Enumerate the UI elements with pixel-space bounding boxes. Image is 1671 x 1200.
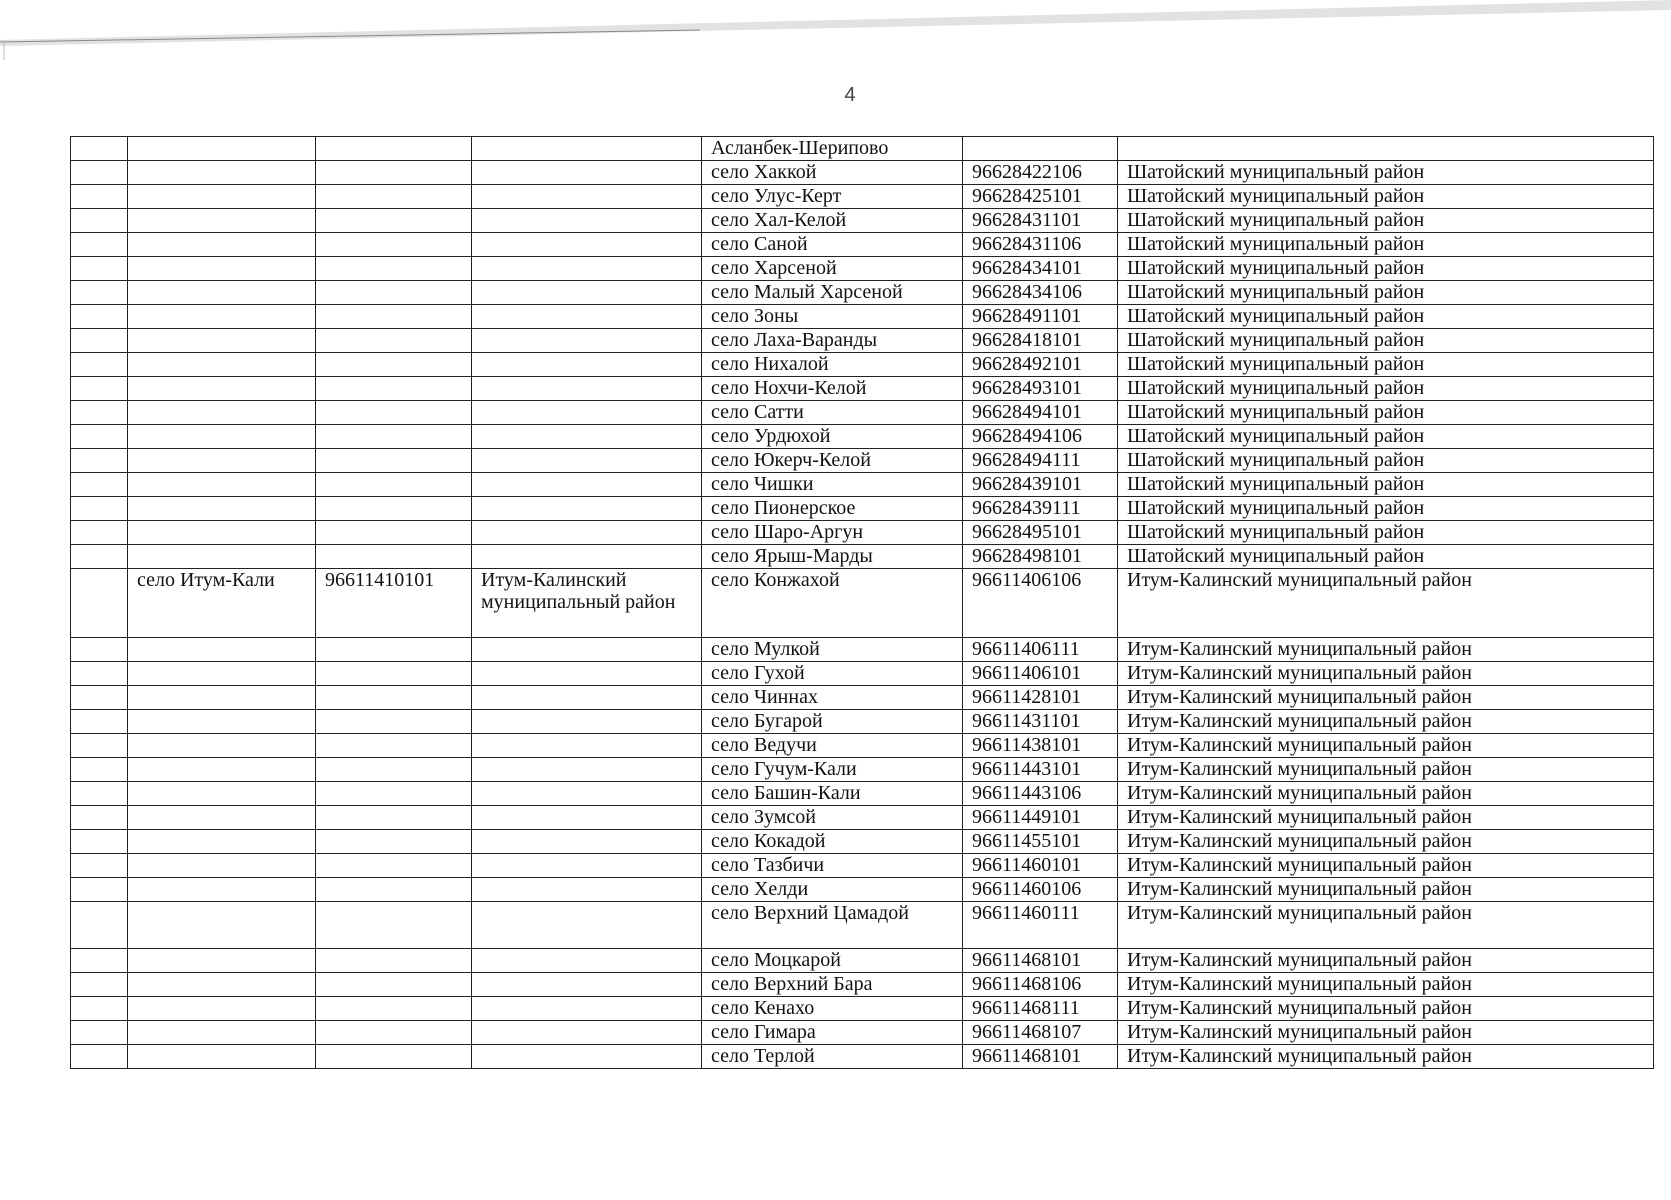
cell-center-district [472, 257, 702, 281]
cell-number [71, 305, 128, 329]
cell-code: 96611438101 [963, 734, 1118, 758]
cell-district: Итум-Калинский муниципальный район [1118, 782, 1654, 806]
cell-code: 96628418101 [963, 329, 1118, 353]
table-row [71, 973, 1654, 997]
cell-center [128, 902, 316, 949]
cell-district: Шатойский муниципальный район [1118, 209, 1654, 233]
cell-center-code [316, 686, 472, 710]
cell-settlement: село Зоны [702, 305, 963, 329]
cell-district: Итум-Калинский муниципальный район [1118, 806, 1654, 830]
cell-center-code [316, 209, 472, 233]
cell-number [71, 185, 128, 209]
cell-center-code [316, 806, 472, 830]
cell-center [128, 782, 316, 806]
cell-settlement: село Хал-Келой [702, 209, 963, 233]
cell-district: Итум-Калинский муниципальный район [1118, 949, 1654, 973]
table-row [71, 638, 1654, 662]
cell-center-district [472, 997, 702, 1021]
cell-district: Шатойский муниципальный район [1118, 161, 1654, 185]
page-number: 4 [844, 84, 856, 106]
cell-center [128, 401, 316, 425]
cell-center [128, 806, 316, 830]
cell-number [71, 662, 128, 686]
cell-center-code [316, 782, 472, 806]
cell-code: 96611460101 [963, 854, 1118, 878]
cell-settlement: село Гимара [702, 1021, 963, 1045]
cell-district: Итум-Калинский муниципальный район [1118, 710, 1654, 734]
cell-district: Итум-Калинский муниципальный район [1118, 854, 1654, 878]
cell-center [128, 257, 316, 281]
cell-number [71, 973, 128, 997]
cell-district: Итум-Калинский муниципальный район [1118, 997, 1654, 1021]
cell-center-district [472, 710, 702, 734]
cell-code: 96611468101 [963, 949, 1118, 973]
cell-number [71, 1021, 128, 1045]
cell-settlement: село Терлой [702, 1045, 963, 1069]
cell-center [128, 305, 316, 329]
cell-code: 96611449101 [963, 806, 1118, 830]
cell-center-code [316, 353, 472, 377]
cell-district: Шатойский муниципальный район [1118, 473, 1654, 497]
table-row [71, 545, 1654, 569]
cell-district: Итум-Калинский муниципальный район [1118, 902, 1654, 949]
cell-center [128, 949, 316, 973]
table-row [71, 449, 1654, 473]
cell-settlement: село Лаха-Варанды [702, 329, 963, 353]
cell-number [71, 1045, 128, 1069]
cell-center-district [472, 662, 702, 686]
cell-center [128, 137, 316, 161]
cell-center-district [472, 806, 702, 830]
table-row [71, 710, 1654, 734]
cell-settlement: село Башин-Кали [702, 782, 963, 806]
table-row [71, 497, 1654, 521]
cell-number [71, 878, 128, 902]
cell-district: Итум-Калинский муниципальный район [1118, 569, 1654, 638]
cell-center-district [472, 949, 702, 973]
cell-center [128, 758, 316, 782]
cell-settlement: село Сатти [702, 401, 963, 425]
cell-center [128, 473, 316, 497]
cell-center [128, 1021, 316, 1045]
cell-center [128, 329, 316, 353]
cell-settlement: село Улус-Керт [702, 185, 963, 209]
cell-number [71, 353, 128, 377]
cell-number [71, 377, 128, 401]
cell-number [71, 209, 128, 233]
cell-center-code [316, 1021, 472, 1045]
table-row [71, 662, 1654, 686]
cell-center-code [316, 638, 472, 662]
cell-center [128, 662, 316, 686]
cell-district: Шатойский муниципальный район [1118, 425, 1654, 449]
cell-center-district [472, 161, 702, 185]
cell-code: 96628498101 [963, 545, 1118, 569]
table-row [71, 734, 1654, 758]
cell-code: 96611468111 [963, 997, 1118, 1021]
cell-district: Итум-Калинский муниципальный район [1118, 973, 1654, 997]
cell-center-district [472, 353, 702, 377]
cell-code: 96628431106 [963, 233, 1118, 257]
cell-settlement: село Конжахой [702, 569, 963, 638]
cell-center-district [472, 734, 702, 758]
cell-number [71, 281, 128, 305]
cell-center-district [472, 782, 702, 806]
cell-district: Шатойский муниципальный район [1118, 521, 1654, 545]
cell-center [128, 710, 316, 734]
cell-center-code [316, 1045, 472, 1069]
cell-center-district [472, 545, 702, 569]
cell-number [71, 257, 128, 281]
table-row [71, 854, 1654, 878]
table-row [71, 161, 1654, 185]
cell-settlement: село Малый Харсеной [702, 281, 963, 305]
table-row [71, 305, 1654, 329]
table-row [71, 137, 1654, 161]
cell-district: Итум-Калинский муниципальный район [1118, 686, 1654, 710]
table-row [71, 257, 1654, 281]
table-row [71, 329, 1654, 353]
cell-code: 96628491101 [963, 305, 1118, 329]
cell-center-district [472, 497, 702, 521]
table-row [71, 353, 1654, 377]
cell-center-district [472, 209, 702, 233]
cell-code: 96628493101 [963, 377, 1118, 401]
cell-center-code [316, 997, 472, 1021]
cell-number [71, 830, 128, 854]
table-row [71, 1045, 1654, 1069]
table-row [71, 185, 1654, 209]
cell-number [71, 902, 128, 949]
cell-center [128, 281, 316, 305]
cell-center [128, 209, 316, 233]
cell-settlement: село Нихалой [702, 353, 963, 377]
cell-settlement: село Мулкой [702, 638, 963, 662]
cell-number [71, 521, 128, 545]
cell-number [71, 401, 128, 425]
cell-number [71, 233, 128, 257]
cell-district: Шатойский муниципальный район [1118, 545, 1654, 569]
cell-center-district [472, 401, 702, 425]
table-row [71, 233, 1654, 257]
cell-settlement: село Харсеной [702, 257, 963, 281]
cell-center-code [316, 545, 472, 569]
cell-code: 96611406101 [963, 662, 1118, 686]
table-row [71, 281, 1654, 305]
cell-center [128, 878, 316, 902]
cell-settlement: село Пионерское [702, 497, 963, 521]
cell-code: 96611406106 [963, 569, 1118, 638]
cell-settlement: село Кокадой [702, 830, 963, 854]
cell-center-district [472, 473, 702, 497]
cell-center [128, 638, 316, 662]
cell-center: село Итум-Кали [128, 569, 316, 638]
cell-settlement: село Урдюхой [702, 425, 963, 449]
cell-code: 96628494106 [963, 425, 1118, 449]
cell-center [128, 521, 316, 545]
cell-district: Шатойский муниципальный район [1118, 233, 1654, 257]
cell-center-district [472, 281, 702, 305]
cell-code: 96628439101 [963, 473, 1118, 497]
cell-district: Шатойский муниципальный район [1118, 329, 1654, 353]
cell-settlement: село Тазбичи [702, 854, 963, 878]
cell-center-district [472, 1021, 702, 1045]
cell-center-district [472, 521, 702, 545]
cell-center-code [316, 329, 472, 353]
cell-center-code [316, 449, 472, 473]
cell-center-district [472, 425, 702, 449]
cell-number [71, 569, 128, 638]
cell-center-district [472, 830, 702, 854]
cell-settlement: село Гухой [702, 662, 963, 686]
cell-center-district [472, 902, 702, 949]
cell-district [1118, 137, 1654, 161]
cell-settlement: село Саной [702, 233, 963, 257]
cell-code: 96611428101 [963, 686, 1118, 710]
cell-center [128, 734, 316, 758]
cell-center-code [316, 401, 472, 425]
cell-district: Итум-Калинский муниципальный район [1118, 758, 1654, 782]
cell-center-district [472, 638, 702, 662]
cell-center-district [472, 185, 702, 209]
table-row [71, 521, 1654, 545]
cell-center-code [316, 902, 472, 949]
cell-district: Шатойский муниципальный район [1118, 305, 1654, 329]
cell-number [71, 710, 128, 734]
cell-district: Итум-Калинский муниципальный район [1118, 662, 1654, 686]
table-row [71, 830, 1654, 854]
cell-code: 96628434101 [963, 257, 1118, 281]
cell-number [71, 425, 128, 449]
cell-number [71, 782, 128, 806]
cell-settlement: село Моцкарой [702, 949, 963, 973]
cell-number [71, 997, 128, 1021]
cell-center [128, 973, 316, 997]
table-row [71, 209, 1654, 233]
cell-center-code [316, 521, 472, 545]
cell-settlement: село Хелди [702, 878, 963, 902]
table-row [71, 758, 1654, 782]
cell-center [128, 1045, 316, 1069]
table-row [71, 425, 1654, 449]
cell-center-district [472, 449, 702, 473]
cell-center-code [316, 305, 472, 329]
cell-code: 96628431101 [963, 209, 1118, 233]
cell-center [128, 997, 316, 1021]
cell-district: Итум-Калинский муниципальный район [1118, 1045, 1654, 1069]
cell-code: 96611468106 [963, 973, 1118, 997]
cell-center-code [316, 710, 472, 734]
cell-district: Шатойский муниципальный район [1118, 257, 1654, 281]
cell-center [128, 353, 316, 377]
cell-code: 96628439111 [963, 497, 1118, 521]
scan-edge-artifact [0, 0, 1671, 60]
cell-center-district [472, 854, 702, 878]
cell-center-district [472, 377, 702, 401]
table-row [71, 401, 1654, 425]
cell-district: Шатойский муниципальный район [1118, 185, 1654, 209]
cell-number [71, 497, 128, 521]
cell-settlement: село Кенахо [702, 997, 963, 1021]
cell-center-code [316, 734, 472, 758]
cell-center-code [316, 185, 472, 209]
cell-number [71, 734, 128, 758]
cell-center-code [316, 473, 472, 497]
cell-district: Шатойский муниципальный район [1118, 449, 1654, 473]
cell-code: 96611460111 [963, 902, 1118, 949]
cell-number [71, 329, 128, 353]
cell-code: 96628434106 [963, 281, 1118, 305]
cell-code: 96628495101 [963, 521, 1118, 545]
table-row [71, 782, 1654, 806]
table-row [71, 1021, 1654, 1045]
cell-center [128, 497, 316, 521]
cell-district: Шатойский муниципальный район [1118, 401, 1654, 425]
cell-settlement: село Нохчи-Келой [702, 377, 963, 401]
cell-code [963, 137, 1118, 161]
cell-code: 96611468101 [963, 1045, 1118, 1069]
cell-number [71, 854, 128, 878]
table-row [71, 377, 1654, 401]
cell-center-code [316, 425, 472, 449]
cell-code: 96611443101 [963, 758, 1118, 782]
cell-center-code [316, 854, 472, 878]
cell-center-district [472, 1045, 702, 1069]
cell-center [128, 830, 316, 854]
cell-number [71, 473, 128, 497]
cell-center [128, 854, 316, 878]
cell-district: Итум-Калинский муниципальный район [1118, 734, 1654, 758]
cell-center-district [472, 305, 702, 329]
cell-district: Итум-Калинский муниципальный район [1118, 830, 1654, 854]
cell-settlement: село Чиннах [702, 686, 963, 710]
cell-center-district [472, 329, 702, 353]
cell-center-code [316, 281, 472, 305]
table-row [71, 997, 1654, 1021]
cell-number [71, 758, 128, 782]
cell-number [71, 806, 128, 830]
cell-district: Итум-Калинский муниципальный район [1118, 1021, 1654, 1045]
cell-center [128, 545, 316, 569]
cell-center [128, 185, 316, 209]
cell-center-district [472, 686, 702, 710]
cell-number [71, 545, 128, 569]
cell-center-code [316, 878, 472, 902]
table-row [71, 902, 1654, 949]
cell-district: Итум-Калинский муниципальный район [1118, 878, 1654, 902]
cell-center [128, 425, 316, 449]
cell-settlement: село Верхний Цамадой [702, 902, 963, 949]
cell-center-code [316, 161, 472, 185]
cell-center-code [316, 257, 472, 281]
cell-code: 96611431101 [963, 710, 1118, 734]
settlements-table [70, 136, 1654, 1069]
cell-district: Итум-Калинский муниципальный район [1118, 638, 1654, 662]
cell-center-district: Итум-Калинский муниципальный район [472, 569, 702, 638]
cell-settlement: село Хаккой [702, 161, 963, 185]
cell-code: 96628492101 [963, 353, 1118, 377]
cell-settlement: село Верхний Бара [702, 973, 963, 997]
cell-settlement: село Чишки [702, 473, 963, 497]
cell-center-code [316, 949, 472, 973]
cell-settlement: село Шаро-Аргун [702, 521, 963, 545]
cell-code: 96611468107 [963, 1021, 1118, 1045]
cell-center-code: 96611410101 [316, 569, 472, 638]
cell-center [128, 161, 316, 185]
cell-number [71, 949, 128, 973]
cell-center-district [472, 137, 702, 161]
table-row [71, 569, 1654, 638]
cell-code: 96611455101 [963, 830, 1118, 854]
cell-settlement: село Юкерч-Келой [702, 449, 963, 473]
cell-center-district [472, 878, 702, 902]
cell-code: 96611443106 [963, 782, 1118, 806]
cell-settlement: село Гучум-Кали [702, 758, 963, 782]
cell-number [71, 449, 128, 473]
cell-number [71, 161, 128, 185]
cell-district: Шатойский муниципальный район [1118, 353, 1654, 377]
cell-district: Шатойский муниципальный район [1118, 281, 1654, 305]
cell-center-code [316, 497, 472, 521]
cell-settlement: Асланбек-Шерипово [702, 137, 963, 161]
cell-center [128, 449, 316, 473]
table-row [71, 806, 1654, 830]
table-row [71, 878, 1654, 902]
cell-center [128, 233, 316, 257]
cell-center-code [316, 233, 472, 257]
cell-settlement: село Бугарой [702, 710, 963, 734]
cell-center-code [316, 758, 472, 782]
cell-settlement: село Зумсой [702, 806, 963, 830]
cell-district: Шатойский муниципальный район [1118, 377, 1654, 401]
cell-code: 96628422106 [963, 161, 1118, 185]
cell-settlement: село Ярыш-Марды [702, 545, 963, 569]
cell-number [71, 638, 128, 662]
cell-code: 96611406111 [963, 638, 1118, 662]
cell-number [71, 137, 128, 161]
cell-code: 96628425101 [963, 185, 1118, 209]
table-row [71, 686, 1654, 710]
cell-code: 96628494111 [963, 449, 1118, 473]
cell-center-code [316, 137, 472, 161]
cell-center-district [472, 973, 702, 997]
cell-district: Шатойский муниципальный район [1118, 497, 1654, 521]
cell-center [128, 686, 316, 710]
cell-center-district [472, 758, 702, 782]
cell-center-district [472, 233, 702, 257]
table-row [71, 473, 1654, 497]
cell-center-code [316, 973, 472, 997]
cell-number [71, 686, 128, 710]
cell-center-code [316, 377, 472, 401]
table-row [71, 949, 1654, 973]
cell-center-code [316, 830, 472, 854]
cell-settlement: село Ведучи [702, 734, 963, 758]
cell-code: 96611460106 [963, 878, 1118, 902]
cell-center [128, 377, 316, 401]
cell-center-code [316, 662, 472, 686]
cell-code: 96628494101 [963, 401, 1118, 425]
